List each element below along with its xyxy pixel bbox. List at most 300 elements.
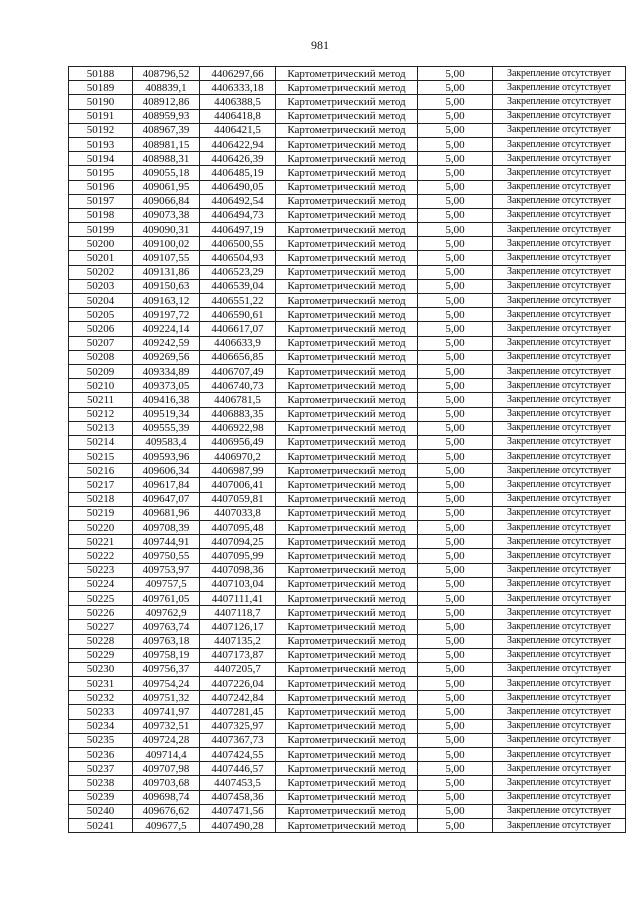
table-row	[69, 478, 626, 492]
accuracy-cell: 5,00	[418, 180, 493, 194]
fixation-cell: Закрепление отсутствует	[493, 336, 626, 350]
method-cell: Картометрический метод	[276, 606, 418, 620]
method-cell: Картометрический метод	[276, 719, 418, 733]
fixation-cell: Закрепление отсутствует	[493, 109, 626, 123]
accuracy-cell: 5,00	[418, 435, 493, 449]
table-row	[69, 152, 626, 166]
method-cell: Картометрический метод	[276, 294, 418, 308]
method-cell: Картометрический метод	[276, 492, 418, 506]
method-cell: Картометрический метод	[276, 464, 418, 478]
fixation-cell: Закрепление отсутствует	[493, 251, 626, 265]
table-row	[69, 251, 626, 265]
method-cell: Картометрический метод	[276, 194, 418, 208]
y-coordinate-cell: 4406504,93	[200, 251, 276, 265]
fixation-cell: Закрепление отсутствует	[493, 591, 626, 605]
fixation-cell: Закрепление отсутствует	[493, 294, 626, 308]
point-number-cell: 50204	[69, 294, 133, 308]
accuracy-cell: 5,00	[418, 294, 493, 308]
point-number-cell: 50240	[69, 804, 133, 818]
y-coordinate-cell: 4406956,49	[200, 435, 276, 449]
accuracy-cell: 5,00	[418, 818, 493, 832]
method-cell: Картометрический метод	[276, 790, 418, 804]
table-row	[69, 237, 626, 251]
table-row	[69, 208, 626, 222]
table-row	[69, 591, 626, 605]
point-number-cell: 50199	[69, 223, 133, 237]
accuracy-cell: 5,00	[418, 478, 493, 492]
y-coordinate-cell: 4407325,97	[200, 719, 276, 733]
fixation-cell: Закрепление отсутствует	[493, 492, 626, 506]
table-row	[69, 705, 626, 719]
x-coordinate-cell: 409751,32	[133, 691, 200, 705]
point-number-cell: 50194	[69, 152, 133, 166]
accuracy-cell: 5,00	[418, 577, 493, 591]
method-cell: Картометрический метод	[276, 407, 418, 421]
point-number-cell: 50232	[69, 691, 133, 705]
point-number-cell: 50189	[69, 81, 133, 95]
accuracy-cell: 5,00	[418, 251, 493, 265]
coordinates-table-body	[69, 67, 626, 833]
fixation-cell: Закрепление отсутствует	[493, 308, 626, 322]
point-number-cell: 50221	[69, 535, 133, 549]
x-coordinate-cell: 409617,84	[133, 478, 200, 492]
fixation-cell: Закрепление отсутствует	[493, 776, 626, 790]
table-row	[69, 719, 626, 733]
point-number-cell: 50231	[69, 677, 133, 691]
fixation-cell: Закрепление отсутствует	[493, 549, 626, 563]
fixation-cell: Закрепление отсутствует	[493, 634, 626, 648]
fixation-cell: Закрепление отсутствует	[493, 478, 626, 492]
table-row	[69, 733, 626, 747]
y-coordinate-cell: 4407095,99	[200, 549, 276, 563]
table-row	[69, 109, 626, 123]
fixation-cell: Закрепление отсутствует	[493, 81, 626, 95]
accuracy-cell: 5,00	[418, 393, 493, 407]
accuracy-cell: 5,00	[418, 208, 493, 222]
y-coordinate-cell: 4406418,8	[200, 109, 276, 123]
y-coordinate-cell: 4407033,8	[200, 506, 276, 520]
table-row	[69, 790, 626, 804]
accuracy-cell: 5,00	[418, 535, 493, 549]
table-row	[69, 464, 626, 478]
y-coordinate-cell: 4406426,39	[200, 152, 276, 166]
method-cell: Картометрический метод	[276, 634, 418, 648]
x-coordinate-cell: 409066,84	[133, 194, 200, 208]
x-coordinate-cell: 408959,93	[133, 109, 200, 123]
accuracy-cell: 5,00	[418, 223, 493, 237]
accuracy-cell: 5,00	[418, 492, 493, 506]
method-cell: Картометрический метод	[276, 421, 418, 435]
x-coordinate-cell: 408981,15	[133, 137, 200, 151]
accuracy-cell: 5,00	[418, 67, 493, 81]
x-coordinate-cell: 409676,62	[133, 804, 200, 818]
y-coordinate-cell: 4407471,56	[200, 804, 276, 818]
accuracy-cell: 5,00	[418, 279, 493, 293]
point-number-cell: 50200	[69, 237, 133, 251]
point-number-cell: 50195	[69, 166, 133, 180]
x-coordinate-cell: 409197,72	[133, 308, 200, 322]
method-cell: Картометрический метод	[276, 123, 418, 137]
accuracy-cell: 5,00	[418, 237, 493, 251]
table-row	[69, 691, 626, 705]
method-cell: Картометрический метод	[276, 379, 418, 393]
accuracy-cell: 5,00	[418, 719, 493, 733]
method-cell: Картометрический метод	[276, 506, 418, 520]
method-cell: Картометрический метод	[276, 705, 418, 719]
table-row	[69, 762, 626, 776]
accuracy-cell: 5,00	[418, 506, 493, 520]
point-number-cell: 50211	[69, 393, 133, 407]
y-coordinate-cell: 4407226,04	[200, 677, 276, 691]
method-cell: Картометрический метод	[276, 521, 418, 535]
accuracy-cell: 5,00	[418, 407, 493, 421]
method-cell: Картометрический метод	[276, 237, 418, 251]
y-coordinate-cell: 4407098,36	[200, 563, 276, 577]
x-coordinate-cell: 409150,63	[133, 279, 200, 293]
fixation-cell: Закрепление отсутствует	[493, 691, 626, 705]
y-coordinate-cell: 4407424,55	[200, 748, 276, 762]
accuracy-cell: 5,00	[418, 790, 493, 804]
point-number-cell: 50239	[69, 790, 133, 804]
fixation-cell: Закрепление отсутствует	[493, 521, 626, 535]
point-number-cell: 50190	[69, 95, 133, 109]
method-cell: Картометрический метод	[276, 152, 418, 166]
x-coordinate-cell: 409163,12	[133, 294, 200, 308]
table-row	[69, 81, 626, 95]
accuracy-cell: 5,00	[418, 606, 493, 620]
fixation-cell: Закрепление отсутствует	[493, 577, 626, 591]
accuracy-cell: 5,00	[418, 137, 493, 151]
method-cell: Картометрический метод	[276, 563, 418, 577]
accuracy-cell: 5,00	[418, 748, 493, 762]
fixation-cell: Закрепление отсутствует	[493, 435, 626, 449]
fixation-cell: Закрепление отсутствует	[493, 719, 626, 733]
fixation-cell: Закрепление отсутствует	[493, 733, 626, 747]
point-number-cell: 50220	[69, 521, 133, 535]
x-coordinate-cell: 409732,51	[133, 719, 200, 733]
point-number-cell: 50238	[69, 776, 133, 790]
table-row	[69, 137, 626, 151]
y-coordinate-cell: 4406922,98	[200, 421, 276, 435]
point-number-cell: 50225	[69, 591, 133, 605]
accuracy-cell: 5,00	[418, 804, 493, 818]
accuracy-cell: 5,00	[418, 620, 493, 634]
accuracy-cell: 5,00	[418, 733, 493, 747]
x-coordinate-cell: 409107,55	[133, 251, 200, 265]
x-coordinate-cell: 409677,5	[133, 818, 200, 832]
y-coordinate-cell: 4406590,61	[200, 308, 276, 322]
accuracy-cell: 5,00	[418, 677, 493, 691]
point-number-cell: 50216	[69, 464, 133, 478]
y-coordinate-cell: 4406492,54	[200, 194, 276, 208]
fixation-cell: Закрепление отсутствует	[493, 748, 626, 762]
fixation-cell: Закрепление отсутствует	[493, 237, 626, 251]
table-row	[69, 521, 626, 535]
table-row	[69, 421, 626, 435]
x-coordinate-cell: 408988,31	[133, 152, 200, 166]
point-number-cell: 50191	[69, 109, 133, 123]
x-coordinate-cell: 409744,91	[133, 535, 200, 549]
point-number-cell: 50230	[69, 662, 133, 676]
y-coordinate-cell: 4406707,49	[200, 364, 276, 378]
y-coordinate-cell: 4407118,7	[200, 606, 276, 620]
y-coordinate-cell: 4406551,22	[200, 294, 276, 308]
coordinates-table	[68, 66, 626, 833]
x-coordinate-cell: 409758,19	[133, 648, 200, 662]
method-cell: Картометрический метод	[276, 350, 418, 364]
table-row	[69, 194, 626, 208]
y-coordinate-cell: 4406422,94	[200, 137, 276, 151]
accuracy-cell: 5,00	[418, 450, 493, 464]
x-coordinate-cell: 409055,18	[133, 166, 200, 180]
x-coordinate-cell: 409754,24	[133, 677, 200, 691]
point-number-cell: 50201	[69, 251, 133, 265]
point-number-cell: 50203	[69, 279, 133, 293]
method-cell: Картометрический метод	[276, 748, 418, 762]
table-row	[69, 435, 626, 449]
method-cell: Картометрический метод	[276, 691, 418, 705]
x-coordinate-cell: 409724,28	[133, 733, 200, 747]
method-cell: Картометрический метод	[276, 109, 418, 123]
fixation-cell: Закрепление отсутствует	[493, 506, 626, 520]
x-coordinate-cell: 409741,97	[133, 705, 200, 719]
method-cell: Картометрический метод	[276, 804, 418, 818]
accuracy-cell: 5,00	[418, 521, 493, 535]
table-row	[69, 563, 626, 577]
y-coordinate-cell: 4406523,29	[200, 265, 276, 279]
fixation-cell: Закрепление отсутствует	[493, 137, 626, 151]
table-row	[69, 364, 626, 378]
x-coordinate-cell: 409090,31	[133, 223, 200, 237]
y-coordinate-cell: 4406987,99	[200, 464, 276, 478]
method-cell: Картометрический метод	[276, 591, 418, 605]
fixation-cell: Закрепление отсутствует	[493, 67, 626, 81]
accuracy-cell: 5,00	[418, 549, 493, 563]
fixation-cell: Закрепление отсутствует	[493, 662, 626, 676]
x-coordinate-cell: 408839,1	[133, 81, 200, 95]
table-row	[69, 776, 626, 790]
y-coordinate-cell: 4406490,05	[200, 180, 276, 194]
fixation-cell: Закрепление отсутствует	[493, 208, 626, 222]
x-coordinate-cell: 409762,9	[133, 606, 200, 620]
accuracy-cell: 5,00	[418, 705, 493, 719]
point-number-cell: 50234	[69, 719, 133, 733]
y-coordinate-cell: 4406421,5	[200, 123, 276, 137]
y-coordinate-cell: 4406633,9	[200, 336, 276, 350]
method-cell: Картометрический метод	[276, 364, 418, 378]
point-number-cell: 50202	[69, 265, 133, 279]
accuracy-cell: 5,00	[418, 364, 493, 378]
x-coordinate-cell: 409583,4	[133, 435, 200, 449]
table-row	[69, 620, 626, 634]
y-coordinate-cell: 4407205,7	[200, 662, 276, 676]
table-row	[69, 549, 626, 563]
table-row	[69, 577, 626, 591]
method-cell: Картометрический метод	[276, 478, 418, 492]
table-row	[69, 279, 626, 293]
method-cell: Картометрический метод	[276, 251, 418, 265]
point-number-cell: 50229	[69, 648, 133, 662]
method-cell: Картометрический метод	[276, 818, 418, 832]
accuracy-cell: 5,00	[418, 379, 493, 393]
accuracy-cell: 5,00	[418, 95, 493, 109]
x-coordinate-cell: 409681,96	[133, 506, 200, 520]
table-row	[69, 180, 626, 194]
table-row	[69, 506, 626, 520]
point-number-cell: 50198	[69, 208, 133, 222]
x-coordinate-cell: 409707,98	[133, 762, 200, 776]
x-coordinate-cell: 409131,86	[133, 265, 200, 279]
x-coordinate-cell: 409708,39	[133, 521, 200, 535]
method-cell: Картометрический метод	[276, 265, 418, 279]
accuracy-cell: 5,00	[418, 662, 493, 676]
y-coordinate-cell: 4407103,04	[200, 577, 276, 591]
point-number-cell: 50208	[69, 350, 133, 364]
y-coordinate-cell: 4406883,35	[200, 407, 276, 421]
accuracy-cell: 5,00	[418, 265, 493, 279]
accuracy-cell: 5,00	[418, 322, 493, 336]
table-row	[69, 223, 626, 237]
x-coordinate-cell: 409756,37	[133, 662, 200, 676]
table-row	[69, 350, 626, 364]
point-number-cell: 50210	[69, 379, 133, 393]
accuracy-cell: 5,00	[418, 308, 493, 322]
x-coordinate-cell: 409073,38	[133, 208, 200, 222]
y-coordinate-cell: 4406333,18	[200, 81, 276, 95]
accuracy-cell: 5,00	[418, 166, 493, 180]
accuracy-cell: 5,00	[418, 648, 493, 662]
fixation-cell: Закрепление отсутствует	[493, 393, 626, 407]
y-coordinate-cell: 4407135,2	[200, 634, 276, 648]
x-coordinate-cell: 409242,59	[133, 336, 200, 350]
point-number-cell: 50192	[69, 123, 133, 137]
accuracy-cell: 5,00	[418, 762, 493, 776]
x-coordinate-cell: 409698,74	[133, 790, 200, 804]
x-coordinate-cell: 409519,34	[133, 407, 200, 421]
y-coordinate-cell: 4407453,5	[200, 776, 276, 790]
fixation-cell: Закрепление отсутствует	[493, 95, 626, 109]
x-coordinate-cell: 409593,96	[133, 450, 200, 464]
table-row	[69, 265, 626, 279]
point-number-cell: 50241	[69, 818, 133, 832]
table-row	[69, 407, 626, 421]
y-coordinate-cell: 4407095,48	[200, 521, 276, 535]
x-coordinate-cell: 409061,95	[133, 180, 200, 194]
table-row	[69, 648, 626, 662]
y-coordinate-cell: 4407242,84	[200, 691, 276, 705]
point-number-cell: 50197	[69, 194, 133, 208]
point-number-cell: 50223	[69, 563, 133, 577]
fixation-cell: Закрепление отсутствует	[493, 677, 626, 691]
accuracy-cell: 5,00	[418, 421, 493, 435]
x-coordinate-cell: 409269,56	[133, 350, 200, 364]
y-coordinate-cell: 4406500,55	[200, 237, 276, 251]
table-row	[69, 634, 626, 648]
method-cell: Картометрический метод	[276, 81, 418, 95]
point-number-cell: 50222	[69, 549, 133, 563]
fixation-cell: Закрепление отсутствует	[493, 620, 626, 634]
table-row	[69, 748, 626, 762]
table-row	[69, 308, 626, 322]
fixation-cell: Закрепление отсутствует	[493, 379, 626, 393]
table-row	[69, 67, 626, 81]
x-coordinate-cell: 409100,02	[133, 237, 200, 251]
fixation-cell: Закрепление отсутствует	[493, 762, 626, 776]
x-coordinate-cell: 408912,86	[133, 95, 200, 109]
method-cell: Картометрический метод	[276, 577, 418, 591]
point-number-cell: 50196	[69, 180, 133, 194]
table-row	[69, 336, 626, 350]
fixation-cell: Закрепление отсутствует	[493, 818, 626, 832]
accuracy-cell: 5,00	[418, 152, 493, 166]
y-coordinate-cell: 4406740,73	[200, 379, 276, 393]
method-cell: Картометрический метод	[276, 223, 418, 237]
x-coordinate-cell: 409714,4	[133, 748, 200, 762]
method-cell: Картометрический метод	[276, 208, 418, 222]
y-coordinate-cell: 4406656,85	[200, 350, 276, 364]
fixation-cell: Закрепление отсутствует	[493, 421, 626, 435]
y-coordinate-cell: 4407281,45	[200, 705, 276, 719]
point-number-cell: 50215	[69, 450, 133, 464]
fixation-cell: Закрепление отсутствует	[493, 648, 626, 662]
y-coordinate-cell: 4406781,5	[200, 393, 276, 407]
fixation-cell: Закрепление отсутствует	[493, 166, 626, 180]
fixation-cell: Закрепление отсутствует	[493, 790, 626, 804]
fixation-cell: Закрепление отсутствует	[493, 123, 626, 137]
method-cell: Картометрический метод	[276, 95, 418, 109]
x-coordinate-cell: 409703,68	[133, 776, 200, 790]
accuracy-cell: 5,00	[418, 350, 493, 364]
point-number-cell: 50205	[69, 308, 133, 322]
fixation-cell: Закрепление отсутствует	[493, 350, 626, 364]
fixation-cell: Закрепление отсутствует	[493, 180, 626, 194]
table-row	[69, 606, 626, 620]
method-cell: Картометрический метод	[276, 336, 418, 350]
x-coordinate-cell: 409555,39	[133, 421, 200, 435]
x-coordinate-cell: 408967,39	[133, 123, 200, 137]
table-row	[69, 818, 626, 832]
y-coordinate-cell: 4407458,36	[200, 790, 276, 804]
fixation-cell: Закрепление отсутствует	[493, 364, 626, 378]
point-number-cell: 50233	[69, 705, 133, 719]
method-cell: Картометрический метод	[276, 648, 418, 662]
accuracy-cell: 5,00	[418, 81, 493, 95]
y-coordinate-cell: 4407490,28	[200, 818, 276, 832]
y-coordinate-cell: 4406485,19	[200, 166, 276, 180]
y-coordinate-cell: 4407173,87	[200, 648, 276, 662]
point-number-cell: 50209	[69, 364, 133, 378]
fixation-cell: Закрепление отсутствует	[493, 563, 626, 577]
x-coordinate-cell: 409334,89	[133, 364, 200, 378]
accuracy-cell: 5,00	[418, 776, 493, 790]
fixation-cell: Закрепление отсутствует	[493, 606, 626, 620]
y-coordinate-cell: 4406539,04	[200, 279, 276, 293]
point-number-cell: 50188	[69, 67, 133, 81]
method-cell: Картометрический метод	[276, 450, 418, 464]
point-number-cell: 50226	[69, 606, 133, 620]
accuracy-cell: 5,00	[418, 194, 493, 208]
point-number-cell: 50206	[69, 322, 133, 336]
point-number-cell: 50213	[69, 421, 133, 435]
y-coordinate-cell: 4407446,57	[200, 762, 276, 776]
page-number: 981	[311, 38, 329, 52]
y-coordinate-cell: 4407367,73	[200, 733, 276, 747]
table-row	[69, 535, 626, 549]
x-coordinate-cell: 409763,18	[133, 634, 200, 648]
point-number-cell: 50218	[69, 492, 133, 506]
x-coordinate-cell: 409753,97	[133, 563, 200, 577]
fixation-cell: Закрепление отсутствует	[493, 152, 626, 166]
